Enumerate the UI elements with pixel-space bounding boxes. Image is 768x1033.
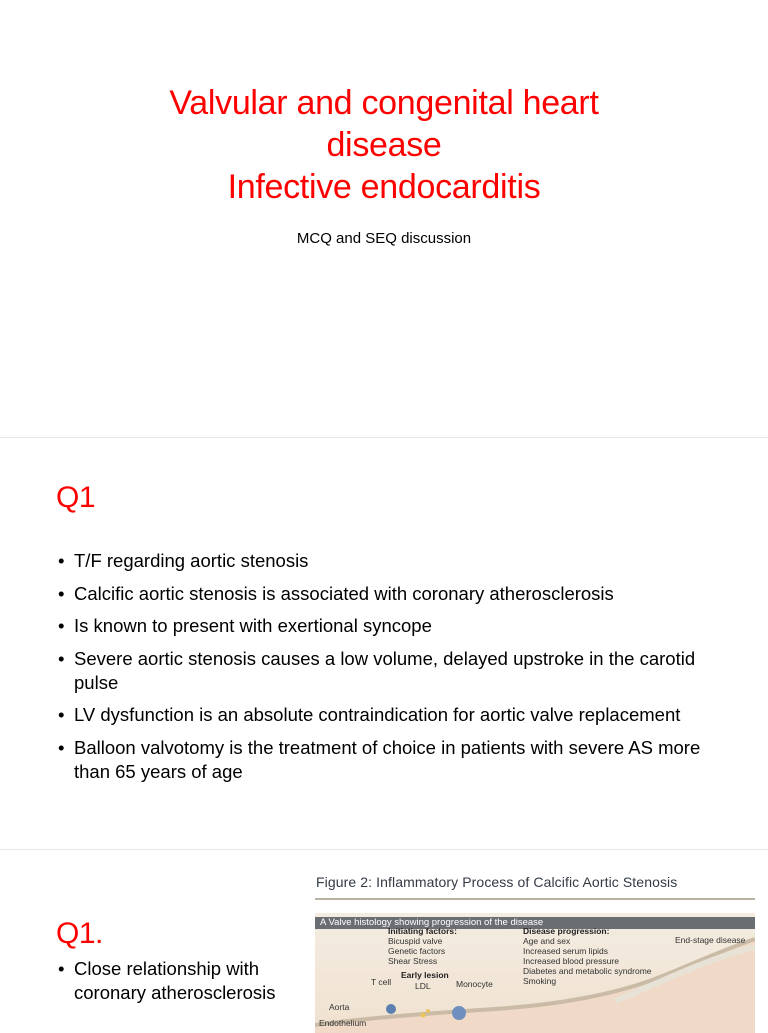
progression-factor: Diabetes and metabolic syndrome [523,966,652,976]
t-cell-label: T cell [371,977,392,987]
disease-progression-heading: Disease progression: [523,926,610,936]
end-stage-label: End-stage disease [675,935,746,945]
answer-slide [0,850,768,1028]
initiating-factor: Bicuspid valve [388,936,443,946]
progression-factor: Increased serum lipids [523,946,609,956]
monocyte-label: Monocyte [456,979,493,989]
bullet-item: • Is known to present with exertional syncope [58,614,728,638]
early-lesion-label: Early lesion [401,970,449,980]
figure-title: Figure 2: Inflammatory Process of Calcific Aortic Stenosis [316,874,678,890]
question-heading: Q1 [56,481,96,514]
slide-subtitle: MCQ and SEQ discussion [296,230,472,247]
initiating-factors-heading: Initiating factors: [388,926,457,936]
initiating-factor: Genetic factors [388,946,446,956]
progression-factor: Increased blood pressure [523,956,619,966]
figure-panel-title: A Valve histology showing progression of the disease [315,917,755,929]
figure-rule [315,898,755,900]
bullet-item: • Calcific aortic stenosis is associated with coronary atherosclerosis [58,582,728,606]
bullet-item: • T/F regarding aortic stenosis [58,549,728,573]
answer-heading: Q1. [56,917,103,950]
initiating-factor: Shear Stress [388,956,438,966]
endothelium-label: Endothelium [319,1018,367,1028]
title-slide [0,0,768,437]
answer-bullet-list [58,957,294,1014]
figure-image [315,913,755,1033]
aorta-label: Aorta [329,1002,350,1012]
progression-factor: Age and sex [523,936,571,946]
bullet-item: • Balloon valvotomy is the treatment of choice in patients with severe AS more than 65 years of age [58,736,728,784]
slide-title [0,82,768,208]
title-line-1: Valvular and congenital heart [169,84,599,122]
title-line-3: Infective endocarditis [227,168,541,206]
title-line-2: disease [326,126,442,164]
bullet-item: • Severe aortic stenosis causes a low volume, delayed upstroke in the carotid pulse [58,647,728,695]
progression-factor: Smoking [523,976,557,986]
bullet-item: • LV dysfunction is an absolute contraindication for aortic valve replacement [58,703,728,727]
ldl-label: LDL [415,981,431,991]
bullet-item: • Close relationship with coronary atherosclerosis [58,957,294,1005]
question-slide [0,438,768,849]
question-bullet-list [58,549,728,792]
